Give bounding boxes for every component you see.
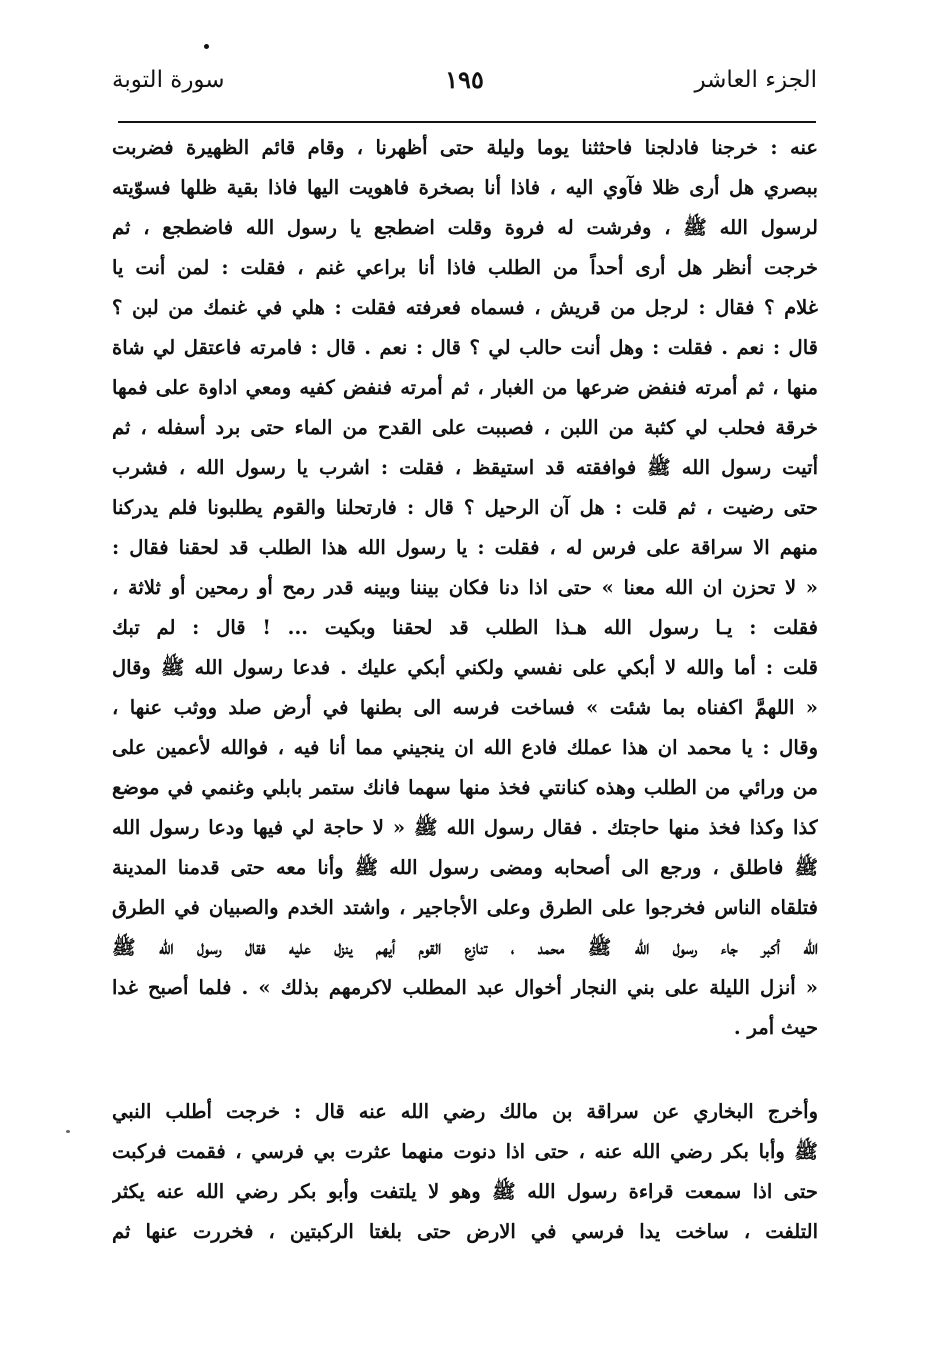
scan-speck <box>66 1130 70 1133</box>
text-line: قلت : أما والله لا أبكي على نفسي ولكني أبكي عليك . فدعا رسول الله ﷺ وقال <box>112 656 818 679</box>
text-line: ﷺ فاطلق ، ورجع الى أصحابه ومضى رسول الله ﷺ وأنا معه حتى قدمنا المدينة <box>112 856 818 879</box>
text-line: حيث أمر . <box>733 1016 818 1039</box>
text-line: وقال : يا محمد ان هذا عملك فادع الله ان ينجيني مما أنا فيه ، فوالله لأعمين على <box>112 736 818 759</box>
page-number: ١٩٥ <box>445 65 484 94</box>
ink-dot <box>204 44 209 49</box>
text-line: فتلقاه الناس فخرجوا على الطرق وعلى الأجاجير ، واشتد الخدم والصبيان في الطرق <box>112 896 818 919</box>
text-line: التلفت ، ساخت يدا فرسي في الارض حتى بلغتا الركبتين ، فخررت عنها ثم <box>112 1220 818 1243</box>
text-line: الله أكبر جاء رسول الله ﷺ محمد ، تنازع القوم أيهم ينزل عليه فقال رسول الله ﷺ <box>112 936 818 959</box>
text-line: « أنزل الليلة على بني النجار أخوال عبد المطلب لاكرمهم بذلك » . فلما أصبح غدا <box>112 976 818 999</box>
paragraph-1 <box>112 128 818 1048</box>
text-line: منهم الا سراقة على فرس له ، فقلت : يا رسول الله هذا الطلب قد لحقنا فقال : <box>112 536 818 559</box>
header-rule <box>118 121 816 123</box>
text-line: من ورائي من الطلب وهذه كنانتي فخذ منها سهما فانك ستمر بابلي وغنمي في موضع <box>112 776 818 799</box>
text-line: ﷺ وأبا بكر رضي الله عنه ، حتى اذا دنوت منهما عثرت بي فرسي ، فقمت فركبت <box>112 1140 818 1163</box>
page-header <box>112 60 817 104</box>
text-line: فقلت : يـا رسول الله هـذا الطلب قد لحقنا وبكيت ... ! قال : لم تبك <box>112 616 818 639</box>
paragraph-2 <box>112 1092 818 1252</box>
text-line: منها ، ثم أمرته فنفض ضرعها من الغبار ، ثم أمرته فنفض كفيه ومعي اداوة على فمها <box>112 376 818 399</box>
text-line: خرقة فحلب لي كثبة من اللبن ، فصببت على القدح من الماء حتى برد أسفله ، ثم <box>112 416 818 439</box>
text-line: « اللهمَّ اكفناه بما شئت » فساخت فرسه الى بطنها في أرض صلد ووثب عنها ، <box>112 696 818 719</box>
text-line: خرجت أنظر هل أرى أحداً من الطلب فاذا أنا براعي غنم ، فقلت : لمن أنت يا <box>112 256 818 279</box>
text-line: كذا وكذا فخذ منها حاجتك . فقال رسول الله ﷺ « لا حاجة لي فيها ودعا رسول الله <box>112 816 818 839</box>
text-line: قال : نعم . فقلت : وهل أنت حالب لي ؟ قال : نعم . قال : فامرته فاعتقل لي شاة <box>112 336 818 359</box>
text-line: عنه : خرجنا فادلجنا فاحثثنا يوما وليلة حتى أظهرنا ، وقام قائم الظهيرة فضربت <box>112 136 818 159</box>
text-line: حتى اذا سمعت قراءة رسول الله ﷺ وهو لا يلتفت وأبو بكر رضي الله عنه يكثر <box>112 1180 818 1203</box>
text-line: أتيت رسول الله ﷺ فوافقته قد استيقظ ، فقلت : اشرب يا رسول الله ، فشرب <box>112 456 818 479</box>
text-line: غلام ؟ فقال : لرجل من قريش ، فسماه فعرفته فقلت : هلي في غنمك من لبن ؟ <box>112 296 818 319</box>
text-line: ببصري هل أرى ظلا فآوي اليه ، فاذا أنا بصخرة فاهويت اليها فاذا بقية ظلها فسوّيته <box>112 176 818 199</box>
text-line: لرسول الله ﷺ ، وفرشت له فروة وقلت اضطجع يا رسول الله فاضطجع ، ثم <box>112 216 818 239</box>
text-line: حتى رضيت ، ثم قلت : هل آن الرحيل ؟ قال : فارتحلنا والقوم يطلبونا فلم يدركنا <box>112 496 818 519</box>
surah-label: سورة التوبة <box>112 67 225 93</box>
text-line: « لا تحزن ان الله معنا » حتى اذا دنا فكان بيننا وبينه قدر رمح أو رمحين أو ثلاثة ، <box>112 576 818 599</box>
text-line: وأخرج البخاري عن سراقة بن مالك رضي الله عنه قال : خرجت أطلب النبي <box>112 1100 818 1123</box>
juz-label: الجزء العاشر <box>694 67 817 93</box>
